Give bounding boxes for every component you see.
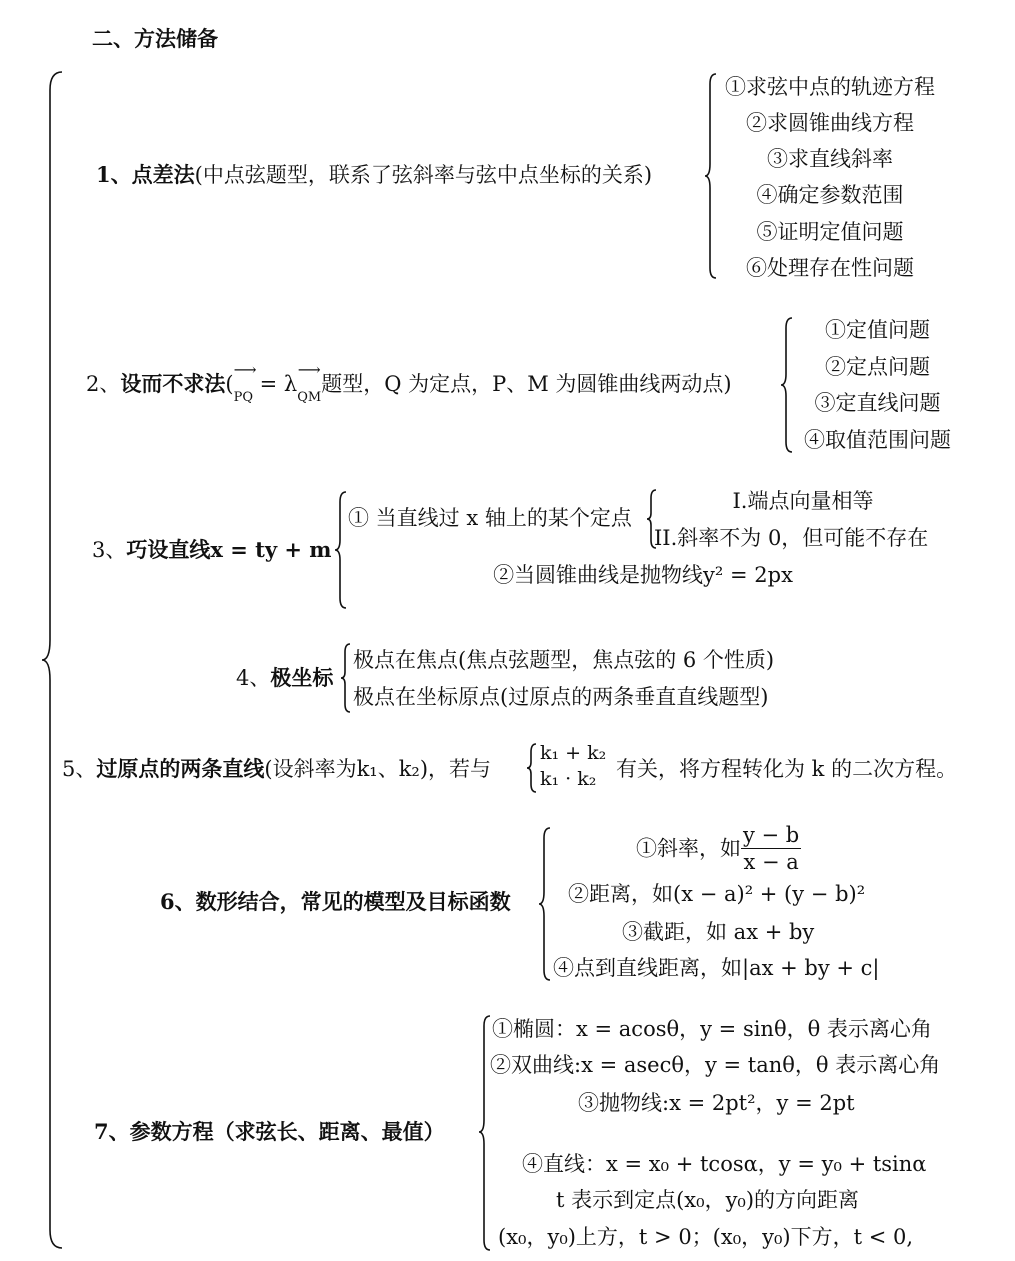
s4-item-1: 极点在焦点(焦点弦题型，焦点弦的 6 个性质): [353, 648, 775, 672]
section-6-brace: [538, 826, 552, 982]
s6-item-1-label: ①斜率，如: [636, 836, 741, 861]
section-7-title: 7、参数方程（求弦长、距离、最值）: [94, 1119, 445, 1144]
s7-item-parabola: ③抛物线:x = 2pt²，y = 2pt: [578, 1091, 855, 1115]
s7-item-hyperbola: ②双曲线:x = asecθ，y = tanθ，θ 表示离心角: [490, 1053, 941, 1077]
s1-item-3: ③求直线斜率: [767, 147, 893, 171]
section-4-title: 极坐标: [270, 665, 334, 690]
section-2-desc: 题型，Q 为定点，P、M 为圆锥曲线两动点): [321, 372, 732, 396]
section-2-num: 2、: [86, 372, 121, 396]
s3-item-2: ②当圆锥曲线是抛物线y² = 2px: [493, 563, 793, 587]
section-5-brace: [526, 742, 538, 794]
s6-item-3: ③截距，如 ax + by: [622, 920, 815, 944]
s7-line-note: t 表示到定点(x₀，y₀)的方向距离: [556, 1188, 860, 1212]
section-3-num: 3、: [92, 538, 127, 562]
s3-item-1: ① 当直线过 x 轴上的某个定点: [348, 506, 632, 530]
s1-item-4: ④确定参数范围: [756, 183, 904, 207]
s2-item-1: ①定值问题: [825, 318, 930, 342]
s3-sub-1: I.端点向量相等: [732, 489, 874, 513]
section-1-desc: (中点弦题型，联系了弦斜率与弦中点坐标的关系): [194, 163, 653, 187]
section-1: [96, 162, 652, 188]
s2-item-4: ④取值范围问题: [804, 428, 951, 452]
section-1-brace: [704, 72, 718, 280]
section-3: [92, 537, 331, 563]
section-2-open: (: [225, 372, 234, 396]
s5-option-sum: k₁ + k₂: [540, 742, 607, 764]
s6-item-2: ②距离，如(x − a)² + (y − b)²: [568, 882, 866, 906]
section-3-title: 巧设直线x = ty + m: [126, 537, 332, 562]
section-2: [86, 360, 732, 405]
s1-item-6: ⑥处理存在性问题: [746, 256, 914, 280]
section-5-num: 5、: [62, 757, 97, 781]
vector-qm: ⟶ $_{QM}$: [297, 360, 322, 405]
s7-item-line: ④直线：x = x₀ + tcosα，y = y₀ + tsinα: [522, 1152, 927, 1176]
s7-line-sign: (x₀，y₀)上方，t > 0；(x₀，y₀)下方，t < 0,: [498, 1225, 914, 1249]
s1-item-5: ⑤证明定值问题: [756, 220, 904, 244]
section-4: [236, 665, 333, 691]
section-4-num: 4、: [236, 666, 271, 690]
s6-item-4: ④点到直线距离，如|ax + by + c|: [553, 956, 880, 980]
s2-item-3: ③定直线问题: [814, 391, 941, 415]
section-2-mid: = λ: [252, 372, 298, 396]
section-3-brace: [334, 490, 348, 610]
s3-sub-2: II.斜率不为 0，但可能不存在: [654, 526, 929, 550]
main-brace: [40, 70, 64, 1250]
section-5-tail: 有关，将方程转化为 k 的二次方程。: [616, 757, 958, 781]
s4-item-2: 极点在坐标原点(过原点的两条垂直直线题型): [353, 685, 769, 709]
section-heading: 二、方法储备: [92, 26, 218, 51]
section-5-desc: (设斜率为k₁、k₂)，若与: [264, 757, 492, 781]
section-5: [62, 756, 491, 782]
s6-item-1: [636, 822, 801, 875]
vector-pq: ⟶ $_{PQ}$: [233, 360, 257, 405]
section-7-brace: [478, 1014, 492, 1252]
s5-option-product: k₁ · k₂: [540, 768, 597, 790]
s2-item-2: ②定点问题: [825, 355, 930, 379]
section-4-brace: [340, 642, 352, 714]
s1-item-2: ②求圆锥曲线方程: [746, 111, 914, 135]
s7-item-ellipse: ①椭圆：x = acosθ，y = sinθ，θ 表示离心角: [492, 1017, 932, 1041]
section-6-title: 6、数形结合，常见的模型及目标函数: [160, 889, 511, 914]
s1-item-1: ①求弦中点的轨迹方程: [725, 75, 935, 99]
slope-fraction: $\frac{y - b}{x - a}$: [743, 823, 800, 874]
section-2-title: 设而不求法: [120, 371, 226, 396]
section-1-title: 1、点差法: [96, 162, 195, 187]
section-5-title: 过原点的两条直线: [96, 756, 265, 781]
